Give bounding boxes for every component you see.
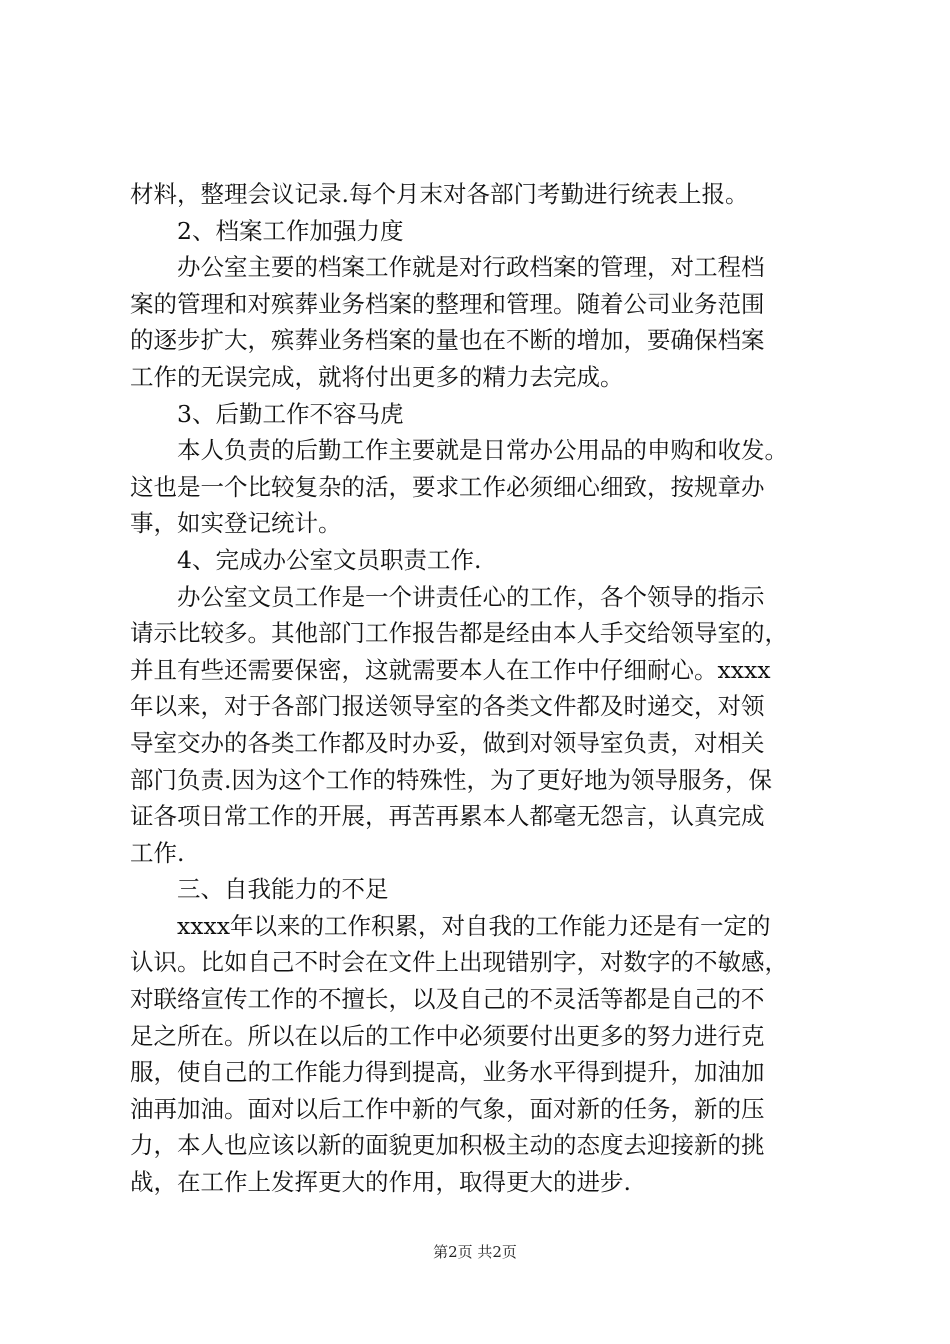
text-line: 三、自我能力的不足 bbox=[177, 875, 389, 904]
text-line: 本人负责的后勤工作主要就是日常办公用品的申购和收发。 bbox=[177, 436, 788, 465]
page-footer: 第2页 共2页 bbox=[433, 1243, 517, 1261]
text-line: 4、完成办公室文员职责工作. bbox=[177, 545, 482, 574]
text-line: 足之所在。所以在以后的工作中必须要付出更多的努力进行克 bbox=[130, 1021, 765, 1050]
text-line: 办公室主要的档案工作就是对行政档案的管理，对工程档 bbox=[177, 253, 765, 282]
text-line: 材料，整理会议记录.每个月末对各部门考勤进行统表上报。 bbox=[130, 180, 749, 208]
text-line: 力，本人也应该以新的面貌更加积极主动的态度去迎接新的挑 bbox=[130, 1131, 765, 1160]
text-line: xxxx年以来的工作积累，对自我的工作能力还是有一定的 bbox=[177, 911, 771, 940]
text-line: 战，在工作上发挥更大的作用，取得更大的进步. bbox=[130, 1168, 631, 1197]
text-line: 认识。比如自己不时会在文件上出现错别字，对数字的不敏感， bbox=[130, 948, 788, 977]
text-line: 导室交办的各类工作都及时办妥，做到对领导室负责，对相关 bbox=[130, 728, 765, 757]
text-line: 事，如实登记统计。 bbox=[130, 509, 342, 538]
text-line: 并且有些还需要保密，这就需要本人在工作中仔细耐心。xxxx bbox=[130, 655, 771, 684]
text-line: 证各项日常工作的开展，再苦再累本人都毫无怨言，认真完成 bbox=[130, 802, 765, 831]
text-line: 2、档案工作加强力度 bbox=[177, 216, 404, 245]
text-line: 年以来，对于各部门报送领导室的各类文件都及时递交，对领 bbox=[130, 692, 765, 721]
text-line: 3、后勤工作不容马虎 bbox=[177, 399, 404, 428]
text-line: 工作. bbox=[130, 838, 185, 867]
text-line: 请示比较多。其他部门工作报告都是经由本人手交给领导室的， bbox=[130, 619, 788, 648]
text-line: 服，使自己的工作能力得到提高，业务水平得到提升，加油加 bbox=[130, 1058, 765, 1087]
document-body bbox=[130, 176, 830, 1201]
text-line: 工作的无误完成，就将付出更多的精力去完成。 bbox=[130, 362, 624, 391]
text-line: 这也是一个比较复杂的活，要求工作必须细心细致，按规章办 bbox=[130, 472, 765, 501]
text-line: 的逐步扩大，殡葬业务档案的量也在不断的增加，要确保档案 bbox=[130, 326, 765, 355]
text-line: 对联络宣传工作的不擅长，以及自己的不灵活等都是自己的不 bbox=[130, 985, 765, 1014]
text-line: 案的管理和对殡葬业务档案的整理和管理。随着公司业务范围 bbox=[130, 289, 765, 318]
text-line: 部门负责.因为这个工作的特殊性，为了更好地为领导服务，保 bbox=[130, 765, 772, 794]
text-line: 油再加油。面对以后工作中新的气象，面对新的任务，新的压 bbox=[130, 1094, 765, 1123]
text-line: 办公室文员工作是一个讲责任心的工作，各个领导的指示 bbox=[177, 582, 765, 611]
